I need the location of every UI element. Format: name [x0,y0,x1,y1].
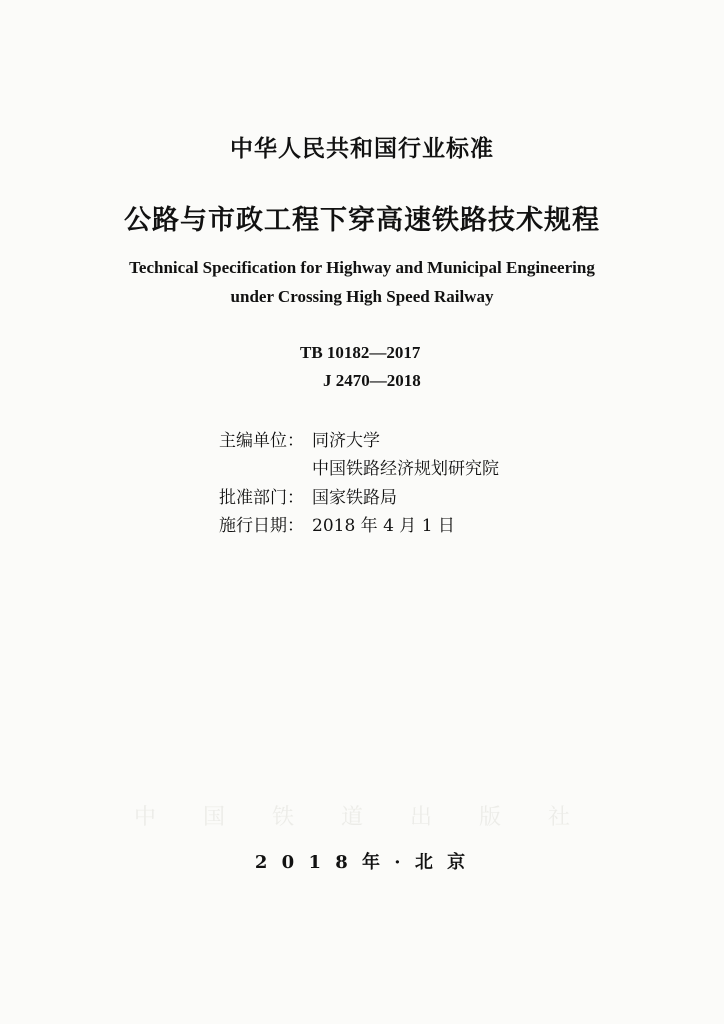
approver-label: 批准部门： [219,488,304,508]
publisher-watermark: 中 国 铁 道 出 版 社 [134,805,590,830]
editor-label: 主编单位： [219,431,304,451]
effective-date-value: 2018 年 4 月 1 日 [312,516,455,536]
editor-value-2: 中国铁路经济规划研究院 [312,459,499,479]
code-j: J 2470—2018 [323,371,421,390]
title-chinese: 公路与市政工程下穿高速铁路技术规程 [124,205,600,236]
approver-value: 国家铁路局 [312,488,397,508]
title-english-line-1: Technical Specification for Highway and Municipal Engineering [129,258,595,277]
code-tb: TB 10182—2017 [300,343,421,362]
effective-date-label: 施行日期： [219,516,304,536]
title-english-line-2: under Crossing High Speed Railway [230,287,494,306]
footer-year-place: 2 0 1 8 年 · 北 京 [254,852,470,873]
standard-category: 中华人民共和国行业标准 [230,136,494,162]
editor-value-1: 同济大学 [312,431,380,451]
